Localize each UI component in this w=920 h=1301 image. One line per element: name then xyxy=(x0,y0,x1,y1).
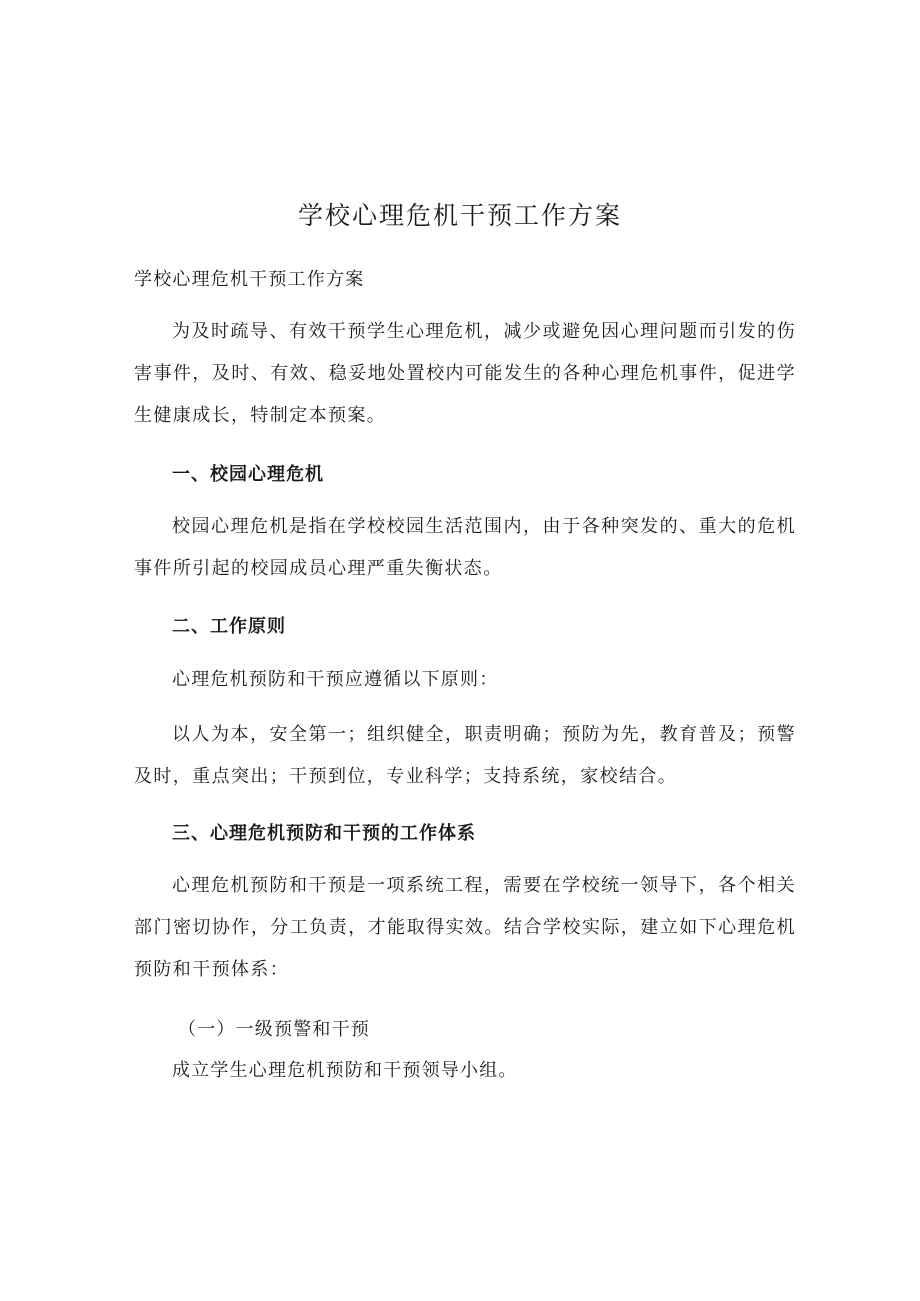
section-3-heading: 三、心理危机预防和干预的工作体系 xyxy=(172,823,476,844)
section-2-body: 以人为本，安全第一；组织健全，职责明确；预防为先，教育普及；预警及时，重点突出；干预到位，专业科学；支持系统，家校结合。 xyxy=(134,724,796,787)
section-3-body: 心理危机预防和干预是一项系统工程，需要在学校统一领导下，各个相关部门密切协作，分工负责，才能取得实效。结合学校实际，建立如下心理危机预防和干预体系： xyxy=(134,875,796,980)
document-title: 学校心理危机干预工作方案 xyxy=(297,201,622,230)
section-2-heading: 二、工作原则 xyxy=(172,616,286,637)
section-3-sub1-body: 成立学生心理危机预防和干预领导小组。 xyxy=(172,1060,518,1081)
section-1-heading: 一、校园心理危机 xyxy=(172,464,324,485)
section-3-sub1-heading: （一）一级预警和干预 xyxy=(178,1019,370,1040)
document-subtitle: 学校心理危机干预工作方案 xyxy=(134,269,365,290)
section-1-body: 校园心理危机是指在学校校园生活范围内，由于各种突发的、重大的危机事件所引起的校园成员心理严重失衡状态。 xyxy=(134,516,796,579)
section-2-intro: 心理危机预防和干预应遵循以下原则： xyxy=(172,669,499,690)
intro-paragraph: 为及时疏导、有效干预学生心理危机，减少或避免因心理问题而引发的伤害事件，及时、有效、稳妥地处置校内可能发生的各种心理危机事件，促进学生健康成长，特制定本预案。 xyxy=(134,321,796,426)
